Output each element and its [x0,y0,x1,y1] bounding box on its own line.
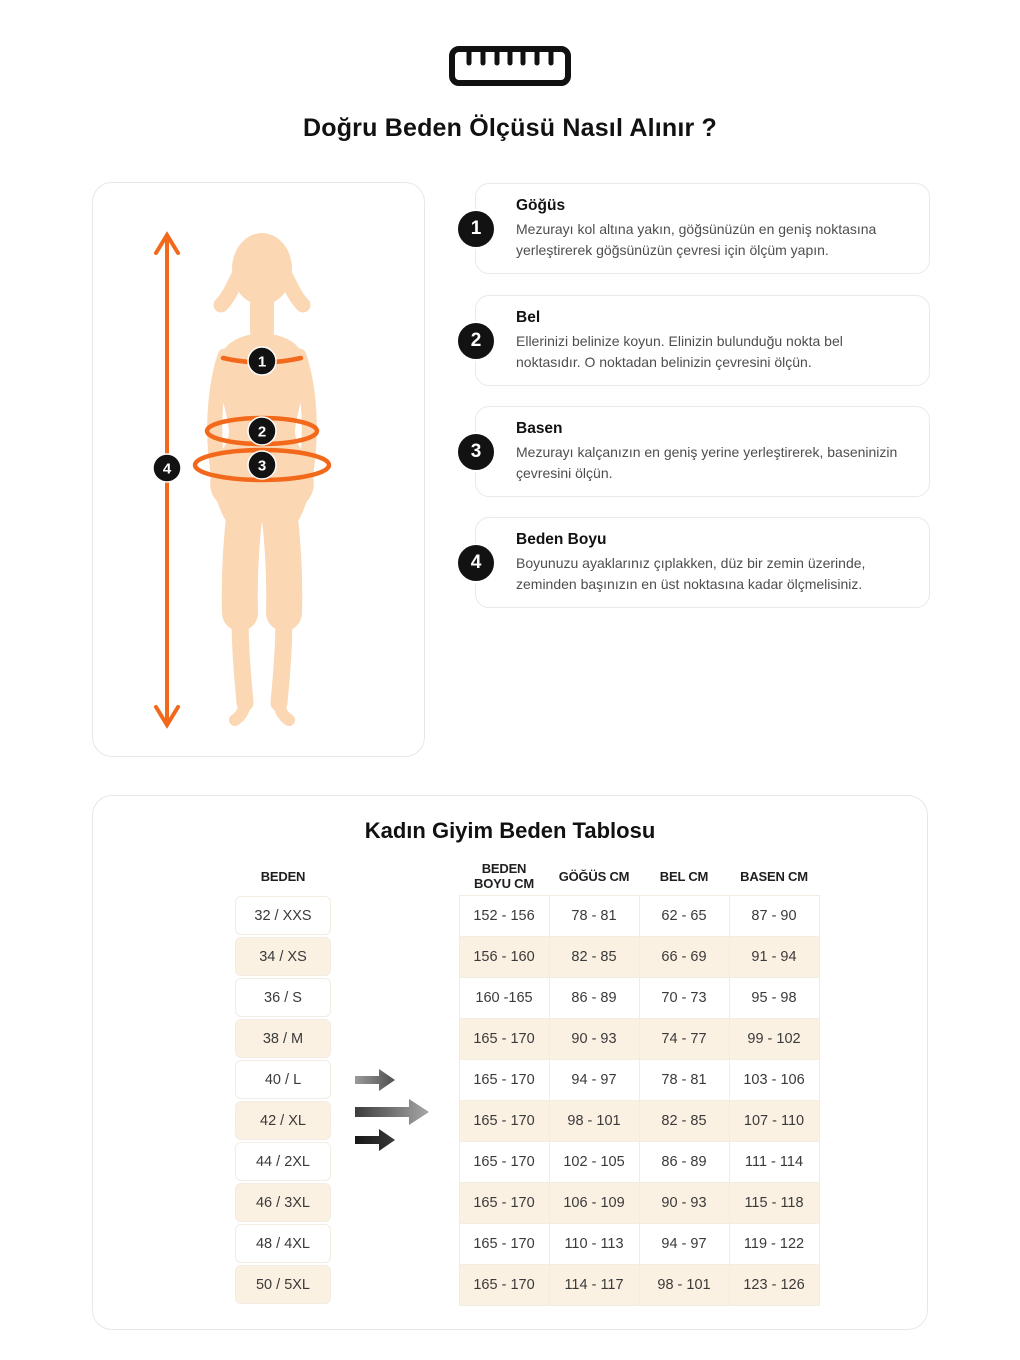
measurement-cell: 78 - 81 [639,1059,730,1101]
measurement-cell: 62 - 65 [639,895,730,937]
measurement-cell: 86 - 89 [549,977,640,1019]
instruction-text: Mezurayı kalçanızın en geniş yerine yerleştirerek, baseninizin çevresini ölçün. [516,444,898,481]
measurement-cell: 165 - 170 [459,1018,550,1060]
figure-badge-4 [153,454,181,482]
body-silhouette-illustration [93,183,424,756]
row-spacer [331,1100,459,1141]
size-cell: 42 / XL [235,1101,331,1140]
size-table-panel [92,795,928,1330]
instruction-title: Beden Boyu [516,531,607,548]
measurement-cell: 165 - 170 [459,1059,550,1101]
measurement-cell: 98 - 101 [549,1100,640,1142]
measurement-cell: 87 - 90 [729,895,820,937]
measurement-cell: 111 - 114 [729,1141,820,1183]
instruction-text: Boyunuzu ayaklarınız çıplakken, düz bir zemin üzerinde, zeminden başınızın en üst noktasına kadar ölçmelisiniz. [516,555,866,592]
column-header-basen: BASEN CM [740,868,808,884]
instruction-card-basen [470,406,930,497]
measurement-cell: 90 - 93 [549,1018,640,1060]
size-table [235,854,819,1305]
measurement-cell: 78 - 81 [549,895,640,937]
row-spacer [331,1264,459,1305]
column-header-spacer [331,854,459,900]
step-number-badge: 2 [456,321,496,361]
measurement-cell: 165 - 170 [459,1264,550,1306]
measurement-cell: 82 - 85 [549,936,640,978]
size-cell: 32 / XXS [235,896,331,935]
size-cell: 36 / S [235,978,331,1017]
instruction-text: Mezurayı kol altına yakın, göğsünüzün en geniş noktasına yerleştirerek göğsünüzün çevresi için ölçüm yapın. [516,221,877,258]
measurement-cell: 70 - 73 [639,977,730,1019]
column-header-beden: BEDEN [260,868,306,884]
svg-text:3: 3 [257,457,267,475]
measurement-cell: 94 - 97 [639,1223,730,1265]
row-spacer [331,1141,459,1182]
column-header-gogus: GÖĞÜS CM [558,868,630,884]
size-cell: 50 / 5XL [235,1265,331,1304]
measurement-cell: 95 - 98 [729,977,820,1019]
size-cell: 40 / L [235,1060,331,1099]
figure-badge-2 [248,417,276,445]
size-cell: 48 / 4XL [235,1224,331,1263]
measurement-cell: 94 - 97 [549,1059,640,1101]
measurement-cell: 103 - 106 [729,1059,820,1101]
row-spacer [331,1059,459,1100]
measurement-cell: 82 - 85 [639,1100,730,1142]
column-header-bel: BEL CM [659,868,709,884]
body-measurement-figure-panel [92,182,425,757]
measurement-cell: 152 - 156 [459,895,550,937]
figure-badge-1 [248,347,276,375]
row-spacer [331,895,459,936]
step-number-badge: 4 [456,543,496,583]
instruction-text: Ellerinizi belinize koyun. Elinizin bulunduğu nokta bel noktasıdır. O noktadan belinizin çevresini ölçün. [516,333,843,370]
measurement-cell: 106 - 109 [549,1182,640,1224]
row-spacer [331,1223,459,1264]
step-number-badge: 1 [456,209,496,249]
measurement-cell: 110 - 113 [549,1223,640,1265]
measurement-cell: 98 - 101 [639,1264,730,1306]
measurement-cell: 160 -165 [459,977,550,1019]
instruction-title: Göğüs [516,197,566,214]
measurement-cell: 90 - 93 [639,1182,730,1224]
size-cell: 46 / 3XL [235,1183,331,1222]
page-title: Doğru Beden Ölçüsü Nasıl Alınır ? [302,114,718,142]
figure-badge-3 [248,451,276,479]
measurement-cell: 66 - 69 [639,936,730,978]
row-spacer [331,977,459,1018]
measurement-cell: 115 - 118 [729,1182,820,1224]
measurement-cell: 74 - 77 [639,1018,730,1060]
measurement-cell: 99 - 102 [729,1018,820,1060]
measurement-cell: 102 - 105 [549,1141,640,1183]
column-header-beden-boyu: BEDEN BOYU CM [474,861,534,891]
svg-text:1: 1 [257,353,267,371]
instruction-card-beden-boyu [470,517,930,608]
measurement-cell: 107 - 110 [729,1100,820,1142]
measurement-cell: 123 - 126 [729,1264,820,1306]
measurement-cell: 165 - 170 [459,1100,550,1142]
size-cell: 44 / 2XL [235,1142,331,1181]
step-number-badge: 3 [456,432,496,472]
instruction-card-bel [470,295,930,386]
measurement-cell: 165 - 170 [459,1141,550,1183]
measurement-cell: 165 - 170 [459,1182,550,1224]
size-cell: 34 / XS [235,937,331,976]
instruction-title: Bel [516,309,541,326]
size-cell: 38 / M [235,1019,331,1058]
svg-text:2: 2 [257,423,267,441]
measurement-cell: 119 - 122 [729,1223,820,1265]
measurement-cell: 114 - 117 [549,1264,640,1306]
ruler-icon [449,46,571,86]
instruction-card-gogus [470,183,930,274]
svg-text:4: 4 [162,460,172,478]
instruction-title: Basen [516,420,563,437]
size-table-title: Kadın Giyim Beden Tablosu [364,818,656,843]
row-spacer [331,1018,459,1059]
measurement-cell: 156 - 160 [459,936,550,978]
measurement-cell: 165 - 170 [459,1223,550,1265]
row-spacer [331,936,459,977]
header [0,46,1020,86]
row-spacer [331,1182,459,1223]
measurement-cell: 91 - 94 [729,936,820,978]
measurement-cell: 86 - 89 [639,1141,730,1183]
